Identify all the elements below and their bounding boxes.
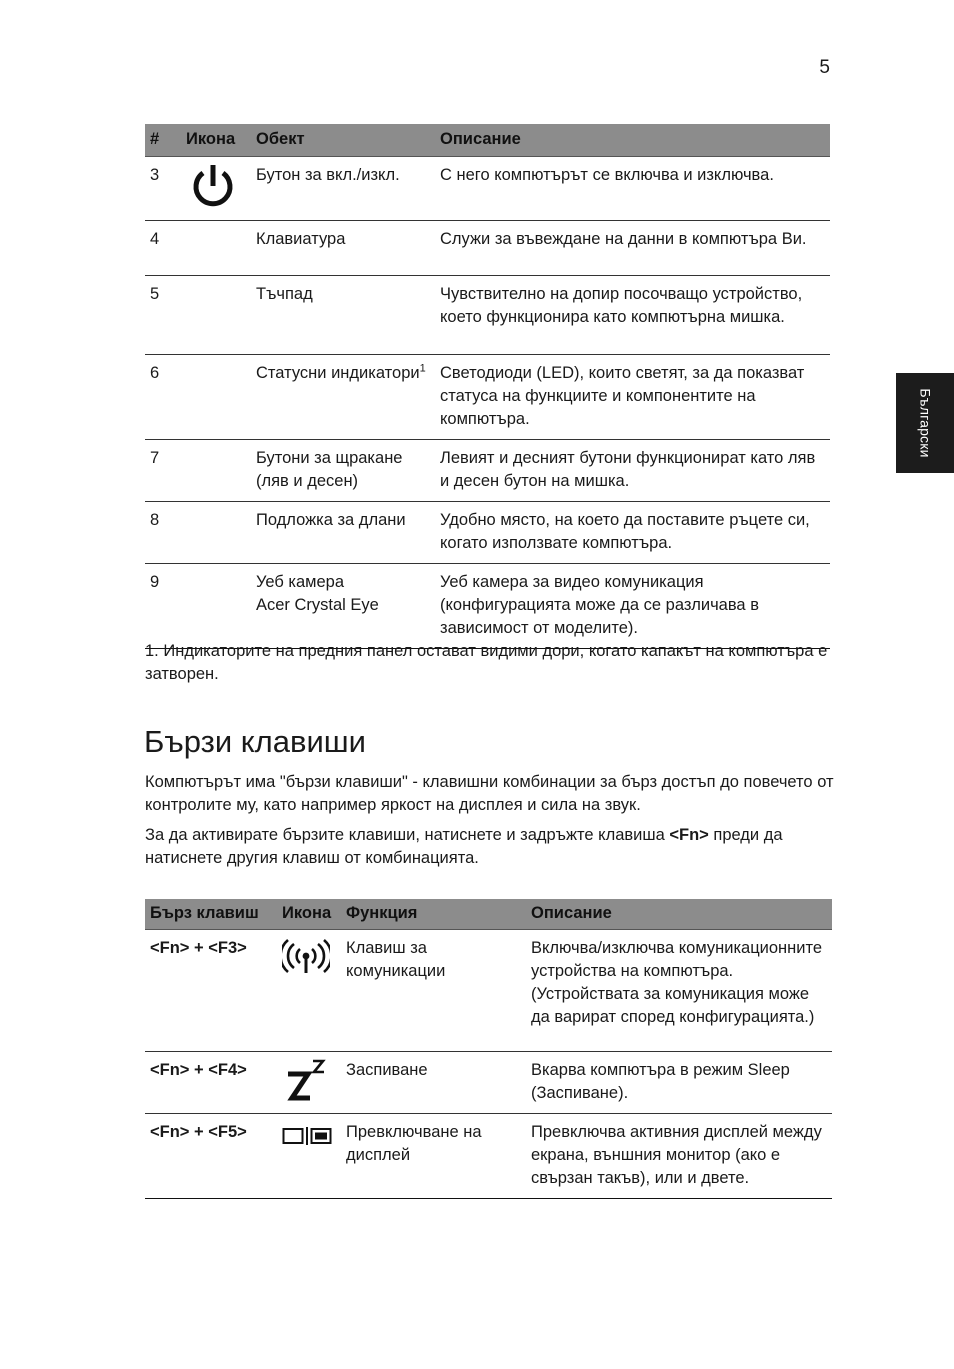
- row-number: 6: [145, 354, 181, 439]
- column-header: Описание: [435, 124, 830, 156]
- footnote-marker: 1: [419, 362, 426, 374]
- footnote: 1. Индикаторите на предния панел остават видими дори, когато капакът на компютъра е затворен.: [145, 642, 828, 683]
- components-table: [145, 124, 830, 649]
- hotkey-function: Клавиш за комуникации: [341, 929, 526, 1051]
- table-row: [145, 929, 832, 1051]
- row-number: 8: [145, 501, 181, 563]
- hotkey-description: Превключва активния дисплей между екрана, външния монитор (ако е свързан такъв), или и двете.: [526, 1113, 832, 1198]
- table-row: [145, 563, 830, 648]
- wireless-icon: [282, 939, 330, 979]
- component-name: [251, 354, 435, 439]
- component-name: Тъчпад: [251, 275, 435, 354]
- display-switch-icon: [282, 1125, 332, 1147]
- row-number: 4: [145, 220, 181, 275]
- component-name-text: Статусни индикатори: [256, 363, 420, 382]
- intro-paragraph: Компютърът има "бързи клавиши" - клавишни комбинации за бърз достъп до повечето от контролите му, като например яркост на дисплея и сила на звук.: [145, 773, 834, 814]
- hotkey-function: Превключване на дисплей: [341, 1113, 526, 1198]
- row-number: 7: [145, 439, 181, 501]
- component-name: [251, 563, 435, 648]
- column-header: Икона: [277, 899, 341, 929]
- column-header: Бърз клавиш: [145, 899, 277, 929]
- column-header: Функция: [341, 899, 526, 929]
- table-row: [145, 220, 830, 275]
- table-header-row: [145, 899, 832, 929]
- table-row: [145, 1113, 832, 1198]
- intro-text: За да активирате бързите клавиши, натиснете и задръжте клавиша: [145, 826, 670, 844]
- language-tab: [896, 373, 954, 473]
- row-number: 3: [145, 156, 181, 220]
- page-number: 5: [819, 57, 830, 78]
- component-name: Бутони за щракане (ляв и десен): [251, 439, 435, 501]
- hotkey-combo: <Fn> + <F5>: [145, 1113, 277, 1198]
- column-header: Обект: [251, 124, 435, 156]
- table-row: [145, 354, 830, 439]
- power-icon: [188, 162, 238, 212]
- hotkey-description: Вкарва компютъра в режим Sleep (Заспиване).: [526, 1051, 832, 1113]
- table-row: [145, 156, 830, 220]
- component-name: Клавиатура: [251, 220, 435, 275]
- intro-text: преди да натиснете другия клавиш от комбинацията.: [145, 826, 783, 867]
- table-header-row: [145, 124, 830, 156]
- component-description: Чувствително на допир посочващо устройство, което функционира като компютърна мишка.: [435, 275, 830, 354]
- language-tab-label: Български: [917, 388, 934, 458]
- column-header: #: [145, 124, 181, 156]
- component-description: Удобно място, на което да поставите ръцете си, когато използвате компютъра.: [435, 501, 830, 563]
- component-description: Левият и десният бутони функционират като ляв и десен бутон на мишка.: [435, 439, 830, 501]
- section-title: Бързи клавиши: [144, 724, 366, 759]
- intro-paragraph-fn: [145, 824, 835, 870]
- hotkey-description: Включва/изключва комуникационните устройства на компютъра. (Устройствата за комуникация може да варират според конфигурацията.): [526, 929, 832, 1051]
- column-header: Описание: [526, 899, 832, 929]
- component-name: Подложка за длани: [251, 501, 435, 563]
- table-row: [145, 275, 830, 354]
- component-description: Служи за въвеждане на данни в компютъра Ви.: [435, 220, 830, 275]
- component-name-line: Уеб камера: [256, 572, 345, 591]
- component-name-line: Acer Crystal Eye: [256, 595, 379, 614]
- table-row: [145, 439, 830, 501]
- column-header: Икона: [181, 124, 251, 156]
- hotkey-combo: <Fn> + <F4>: [145, 1051, 277, 1113]
- component-description: Светодиоди (LED), които светят, за да показват статуса на функциите и компонентите на компютъра.: [435, 354, 830, 439]
- hotkey-function: Заспиване: [341, 1051, 526, 1113]
- hotkey-combo: <Fn> + <F3>: [145, 929, 277, 1051]
- fn-key-label: <Fn>: [669, 826, 709, 844]
- component-description: С него компютърът се включва и изключва.: [435, 156, 830, 220]
- table-row: [145, 1051, 832, 1113]
- row-number: 5: [145, 275, 181, 354]
- table-row: [145, 501, 830, 563]
- component-description: Уеб камера за видео комуникация (конфигурацията може да се различава в зависимост от моделите).: [435, 563, 830, 648]
- hotkeys-table: [145, 899, 832, 1199]
- component-name: Бутон за вкл./изкл.: [251, 156, 435, 220]
- sleep-icon: [284, 1058, 330, 1104]
- row-number: 9: [145, 563, 181, 648]
